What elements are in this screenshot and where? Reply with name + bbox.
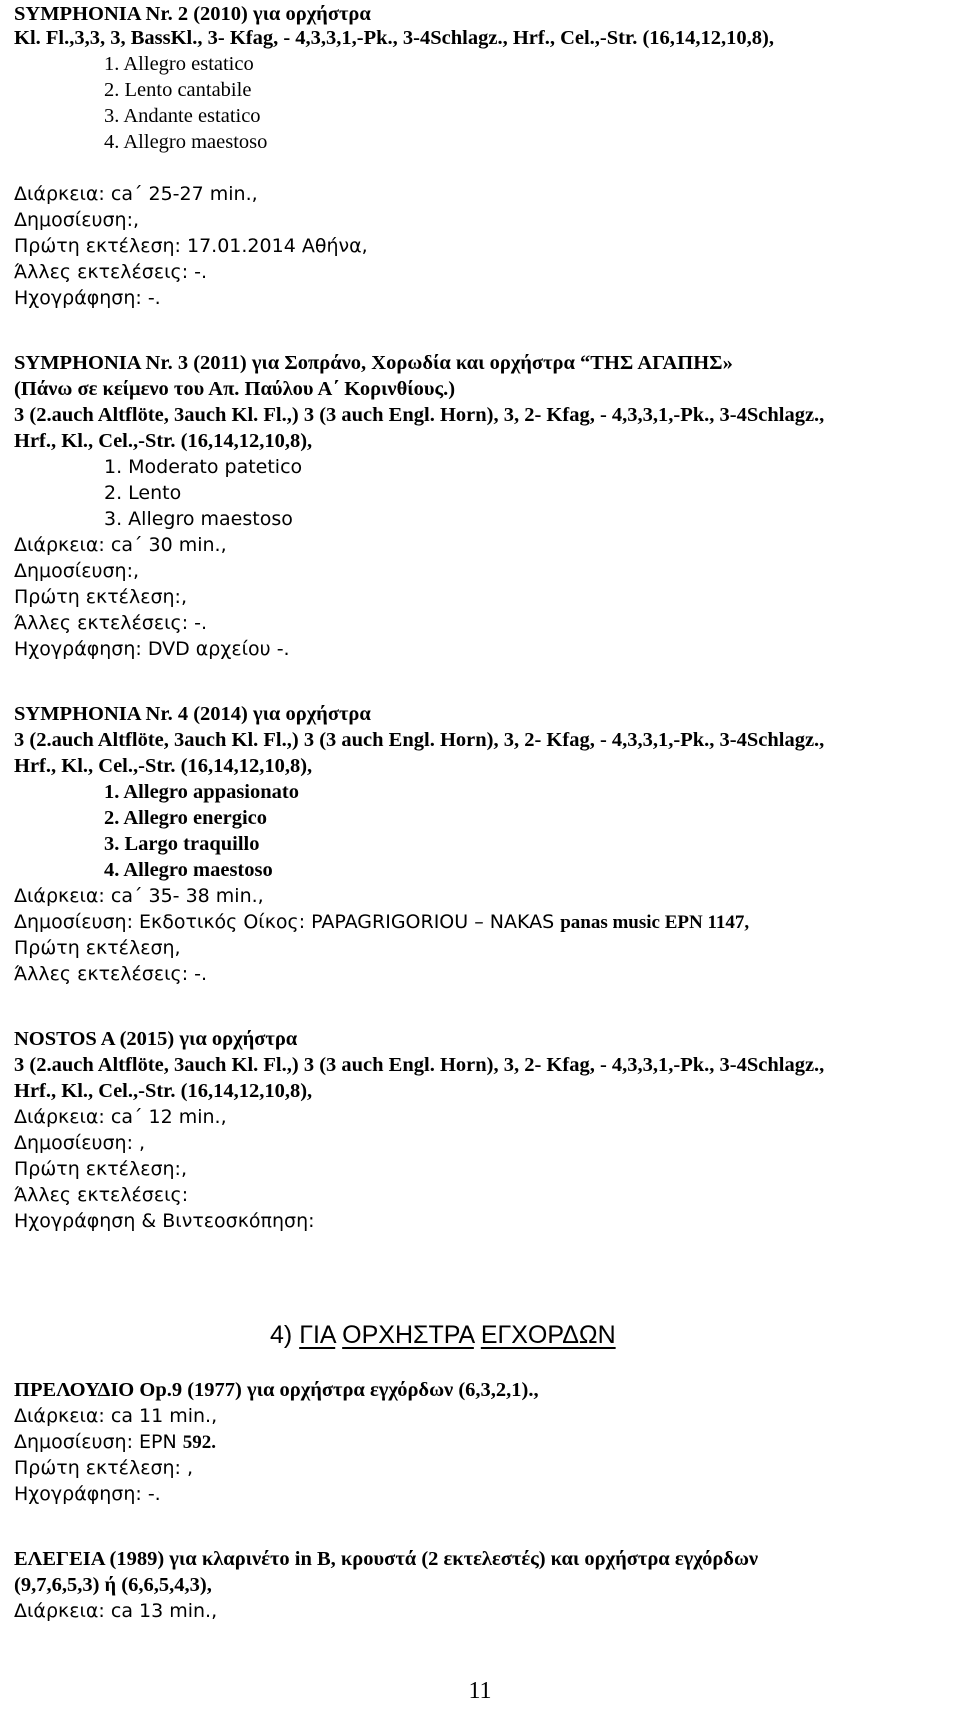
other-performances: Άλλες εκτελέσεις: -. bbox=[14, 261, 208, 283]
publication: Δημοσίευση: , bbox=[14, 1132, 146, 1154]
work-title: ΠΡΕΛΟΥΔΙΟ Op.9 (1977) για ορχήστρα εγχόρδων (6,3,2,1)., bbox=[14, 1379, 539, 1401]
instrumentation: Hrf., Kl., Cel.,-Str. (16,14,12,10,8), bbox=[14, 430, 313, 452]
recording: Ηχογράφηση & Βιντεοσκόπηση: bbox=[14, 1210, 315, 1232]
premiere: Πρώτη εκτέλεση: 17.01.2014 Αθήνα, bbox=[14, 235, 368, 257]
instrumentation: 3 (2.auch Altflöte, 3auch Kl. Fl.,) 3 (3 auch Engl. Horn), 3, 2- Kfag, - 4,3,3,1,-Pk., 3-4Schlagz., bbox=[14, 729, 825, 751]
premiere: Πρώτη εκτέλεση:, bbox=[14, 1158, 187, 1180]
work-title: SYMPHONIA Nr. 4 (2014) για ορχήστρα bbox=[14, 703, 371, 725]
work-subtitle: (Πάνω σε κείμενο του Απ. Παύλου Α΄ Κορινθίους.) bbox=[14, 378, 456, 400]
duration: Διάρκεια: ca 11 min., bbox=[14, 1405, 218, 1427]
page-number: 11 bbox=[468, 1678, 492, 1704]
movement-item: 3. Allegro maestoso bbox=[104, 508, 293, 530]
movement-item: 2. Allegro energico bbox=[104, 807, 268, 829]
recording: Ηχογράφηση: -. bbox=[14, 287, 161, 309]
heading-number: 4) bbox=[270, 1321, 293, 1349]
movement-item: 2. Lento cantabile bbox=[104, 79, 252, 101]
instrumentation: Kl. Fl.,3,3, 3, BassKl., 3- Kfag, - 4,3,3,1,-Pk., 3-4Schlagz., Hrf., Cel.,-Str. (16,14,12,10,8), bbox=[14, 27, 774, 49]
work-title: SYMPHONIA Nr. 3 (2011) για Σοπράνο, Χορωδία και ορχήστρα “ΤΗΣ ΑΓΑΠΗΣ» bbox=[14, 352, 733, 374]
work-title: ΕΛΕΓΕΙΑ (1989) για κλαρινέτο in B, κρουστά (2 εκτελεστές) και ορχήστρα εγχόρδων bbox=[14, 1548, 759, 1570]
movement-item: 2. Lento bbox=[104, 482, 182, 504]
instrumentation: 3 (2.auch Altflöte, 3auch Kl. Fl.,) 3 (3 auch Engl. Horn), 3, 2- Kfag, - 4,3,3,1,-Pk., 3-4Schlagz., bbox=[14, 404, 825, 426]
movement-item: 4. Allegro maestoso bbox=[104, 859, 273, 881]
instrumentation: Hrf., Kl., Cel.,-Str. (16,14,12,10,8), bbox=[14, 755, 313, 777]
publication-code: 592. bbox=[182, 1432, 216, 1453]
work-title: NOSTOS A (2015) για ορχήστρα bbox=[14, 1028, 298, 1050]
heading-word: ΕΓΧΟΡΔΩΝ bbox=[480, 1321, 616, 1349]
publication bbox=[14, 1428, 216, 1457]
movement-item: 1. Moderato patetico bbox=[104, 456, 303, 478]
publication bbox=[14, 908, 749, 937]
premiere: Πρώτη εκτέλεση, bbox=[14, 937, 181, 959]
heading-word: ΟΡΧΗΣΤΡΑ bbox=[342, 1321, 474, 1349]
duration: Διάρκεια: ca΄ 25-27 min., bbox=[14, 183, 258, 205]
duration: Διάρκεια: ca 13 min., bbox=[14, 1600, 218, 1622]
premiere: Πρώτη εκτέλεση: , bbox=[14, 1457, 194, 1479]
other-performances: Άλλες εκτελέσεις: bbox=[14, 1184, 189, 1206]
movement-item: 1. Allegro appasionato bbox=[104, 781, 299, 803]
work-subtitle: (9,7,6,5,3) ή (6,6,5,4,3), bbox=[14, 1574, 212, 1596]
movement-item: 1. Allegro estatico bbox=[104, 53, 254, 75]
instrumentation: Hrf., Kl., Cel.,-Str. (16,14,12,10,8), bbox=[14, 1080, 313, 1102]
publication-text: Δημοσίευση: Εκδοτικός Οίκος: PAPAGRIGORIOU – NAKAS bbox=[14, 911, 561, 933]
other-performances: Άλλες εκτελέσεις: -. bbox=[14, 963, 208, 985]
movement-item: 3. Andante estatico bbox=[104, 105, 261, 127]
publication-text: Δημοσίευση: EPN bbox=[14, 1431, 183, 1453]
heading-word: ΓΙΑ bbox=[299, 1321, 336, 1349]
other-performances: Άλλες εκτελέσεις: -. bbox=[14, 612, 208, 634]
duration: Διάρκεια: ca΄ 35- 38 min., bbox=[14, 885, 264, 907]
recording: Ηχογράφηση: DVD αρχείου -. bbox=[14, 638, 290, 660]
recording: Ηχογράφηση: -. bbox=[14, 1483, 161, 1505]
duration: Διάρκεια: ca΄ 30 min., bbox=[14, 534, 227, 556]
premiere: Πρώτη εκτέλεση:, bbox=[14, 586, 187, 608]
duration: Διάρκεια: ca΄ 12 min., bbox=[14, 1106, 227, 1128]
publication: Δημοσίευση:, bbox=[14, 560, 140, 582]
instrumentation: 3 (2.auch Altflöte, 3auch Kl. Fl.,) 3 (3 auch Engl. Horn), 3, 2- Kfag, - 4,3,3,1,-Pk., 3-4Schlagz., bbox=[14, 1054, 825, 1076]
movement-item: 3. Largo traquillo bbox=[104, 833, 260, 855]
work-title: SYMPHONIA Nr. 2 (2010) για ορχήστρα bbox=[14, 3, 371, 25]
movement-item: 4. Allegro maestoso bbox=[104, 131, 268, 153]
publication: Δημοσίευση:, bbox=[14, 209, 140, 231]
publication-code: panas music EPN 1147, bbox=[560, 912, 750, 933]
section-heading bbox=[270, 1318, 616, 1352]
